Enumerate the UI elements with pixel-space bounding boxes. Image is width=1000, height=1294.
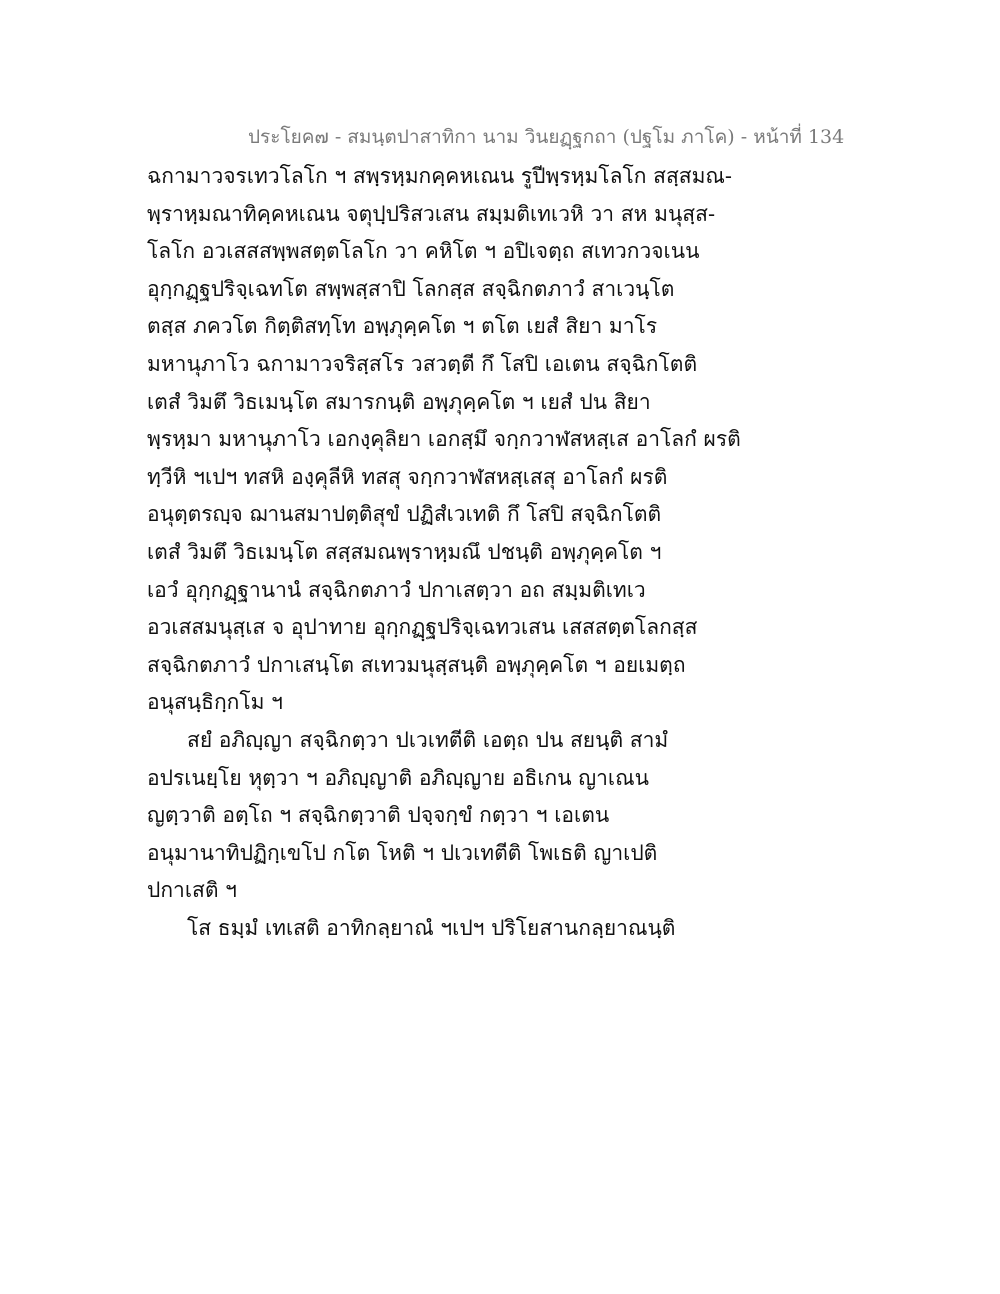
text-line: สจฺฉิกตภาวํ ปกาเสนฺโต สเทวมนุสฺสนฺติ อพฺภุคฺคโต ฯ อยเมตฺถ — [147, 652, 686, 677]
text-line: เอวํ อุกฺกฏฺฐานานํ สจฺฉิกตภาวํ ปกาเสตฺวา อถ สมฺมติเทเว — [147, 577, 646, 602]
text-line: อนุมานาทิปฏิกฺเขโป กโต โหติ ฯ ปเวเทตีติ โพเธติ ญาเปติ — [147, 840, 658, 865]
text-line: ปกาเสติ ฯ — [147, 878, 237, 903]
text-line: อวเสสมนุสฺเส จ อุปาทาย อุกฺกฏฺฐปริจฺเฉทวเสน เสสสตฺตโลกสฺส — [147, 615, 698, 640]
text-line: โลโก อวเสสสพฺพสตฺตโลโก วา คหิโต ฯ อปิเจตฺถ สเทวกวจเนน — [147, 239, 700, 264]
text-line: พฺรหฺมา มหานุภาโว เอกงฺคุลิยา เอกสฺมึ จกฺกวาฬสหสฺเส อาโลกํ ผรติ — [147, 427, 741, 452]
paragraph-start-line: สยํ อภิญฺญา สจฺฉิกตฺวา ปเวเทตีติ เอตฺถ ปน สยนฺติ สามํ — [187, 727, 669, 752]
text-line: อนุสนฺธิกฺกโม ฯ — [147, 690, 283, 715]
text-line: อุกฺกฏฺฐปริจฺเฉทโต สพฺพสฺสาปิ โลกสฺส สจฺฉิกตภาวํ สาเวนฺโต — [147, 276, 675, 301]
running-header: ประโยค๗ - สมนฺตปาสาทิกา นาม วินยฏฺฐกถา (ปฐโม ภาโค) - หน้าที่ 134 — [248, 126, 845, 148]
text-line: เตสํ วิมตึ วิธเมนฺโต สสฺสมณพฺราหฺมณึ ปชนฺติ อพฺภุคฺคโต ฯ — [147, 539, 662, 564]
text-line: อปรเนยฺโย หุตฺวา ฯ อภิญฺญาติ อภิญฺญาย อธิเกน ญาเณน — [147, 765, 649, 790]
text-line: มหานุภาโว ฉกามาวจริสฺสโร วสวตฺตี กึ โสปิ เอเตน สจฺฉิกโตติ — [147, 351, 698, 376]
text-line: ทฺวีหิ ฯเปฯ ทสหิ องฺคุลีหิ ทสสุ จกฺกวาฬสหสฺเสสุ อาโลกํ ผรติ — [147, 464, 668, 489]
paragraph-start-line: โส ธมฺมํ เทเสติ อาทิกลฺยาณํ ฯเปฯ ปริโยสานกลฺยาณนฺติ — [187, 915, 676, 940]
text-line: เตสํ วิมตึ วิธเมนฺโต สมารกนฺติ อพฺภุคฺคโต ฯ เยสํ ปน สิยา — [147, 389, 651, 414]
text-line: พฺราหฺมณาทิคฺคหเณน จตุปฺปริสวเสน สมฺมติเทเวหิ วา สห มนุสฺส- — [147, 201, 716, 226]
text-line: ฉกามาวจรเทวโลโก ฯ สพฺรหฺมกคฺคหเณน รูปีพฺรหฺมโลโก สสฺสมณ- — [147, 164, 732, 188]
text-line: ตสฺส ภควโต กิตฺติสทฺโท อพฺภุคฺคโต ฯ ตโต เยสํ สิยา มาโร — [147, 314, 658, 339]
body-text — [147, 158, 847, 947]
text-line: อนุตฺตรญฺจ ฌานสมาปตฺติสุขํ ปฏิสํเวเทติ กึ โสปิ สจฺฉิกโตติ — [147, 502, 662, 527]
text-line: ญตฺวาติ อตฺโถ ฯ สจฺฉิกตฺวาติ ปจฺจกฺขํ กตฺวา ฯ เอเตน — [147, 803, 610, 828]
